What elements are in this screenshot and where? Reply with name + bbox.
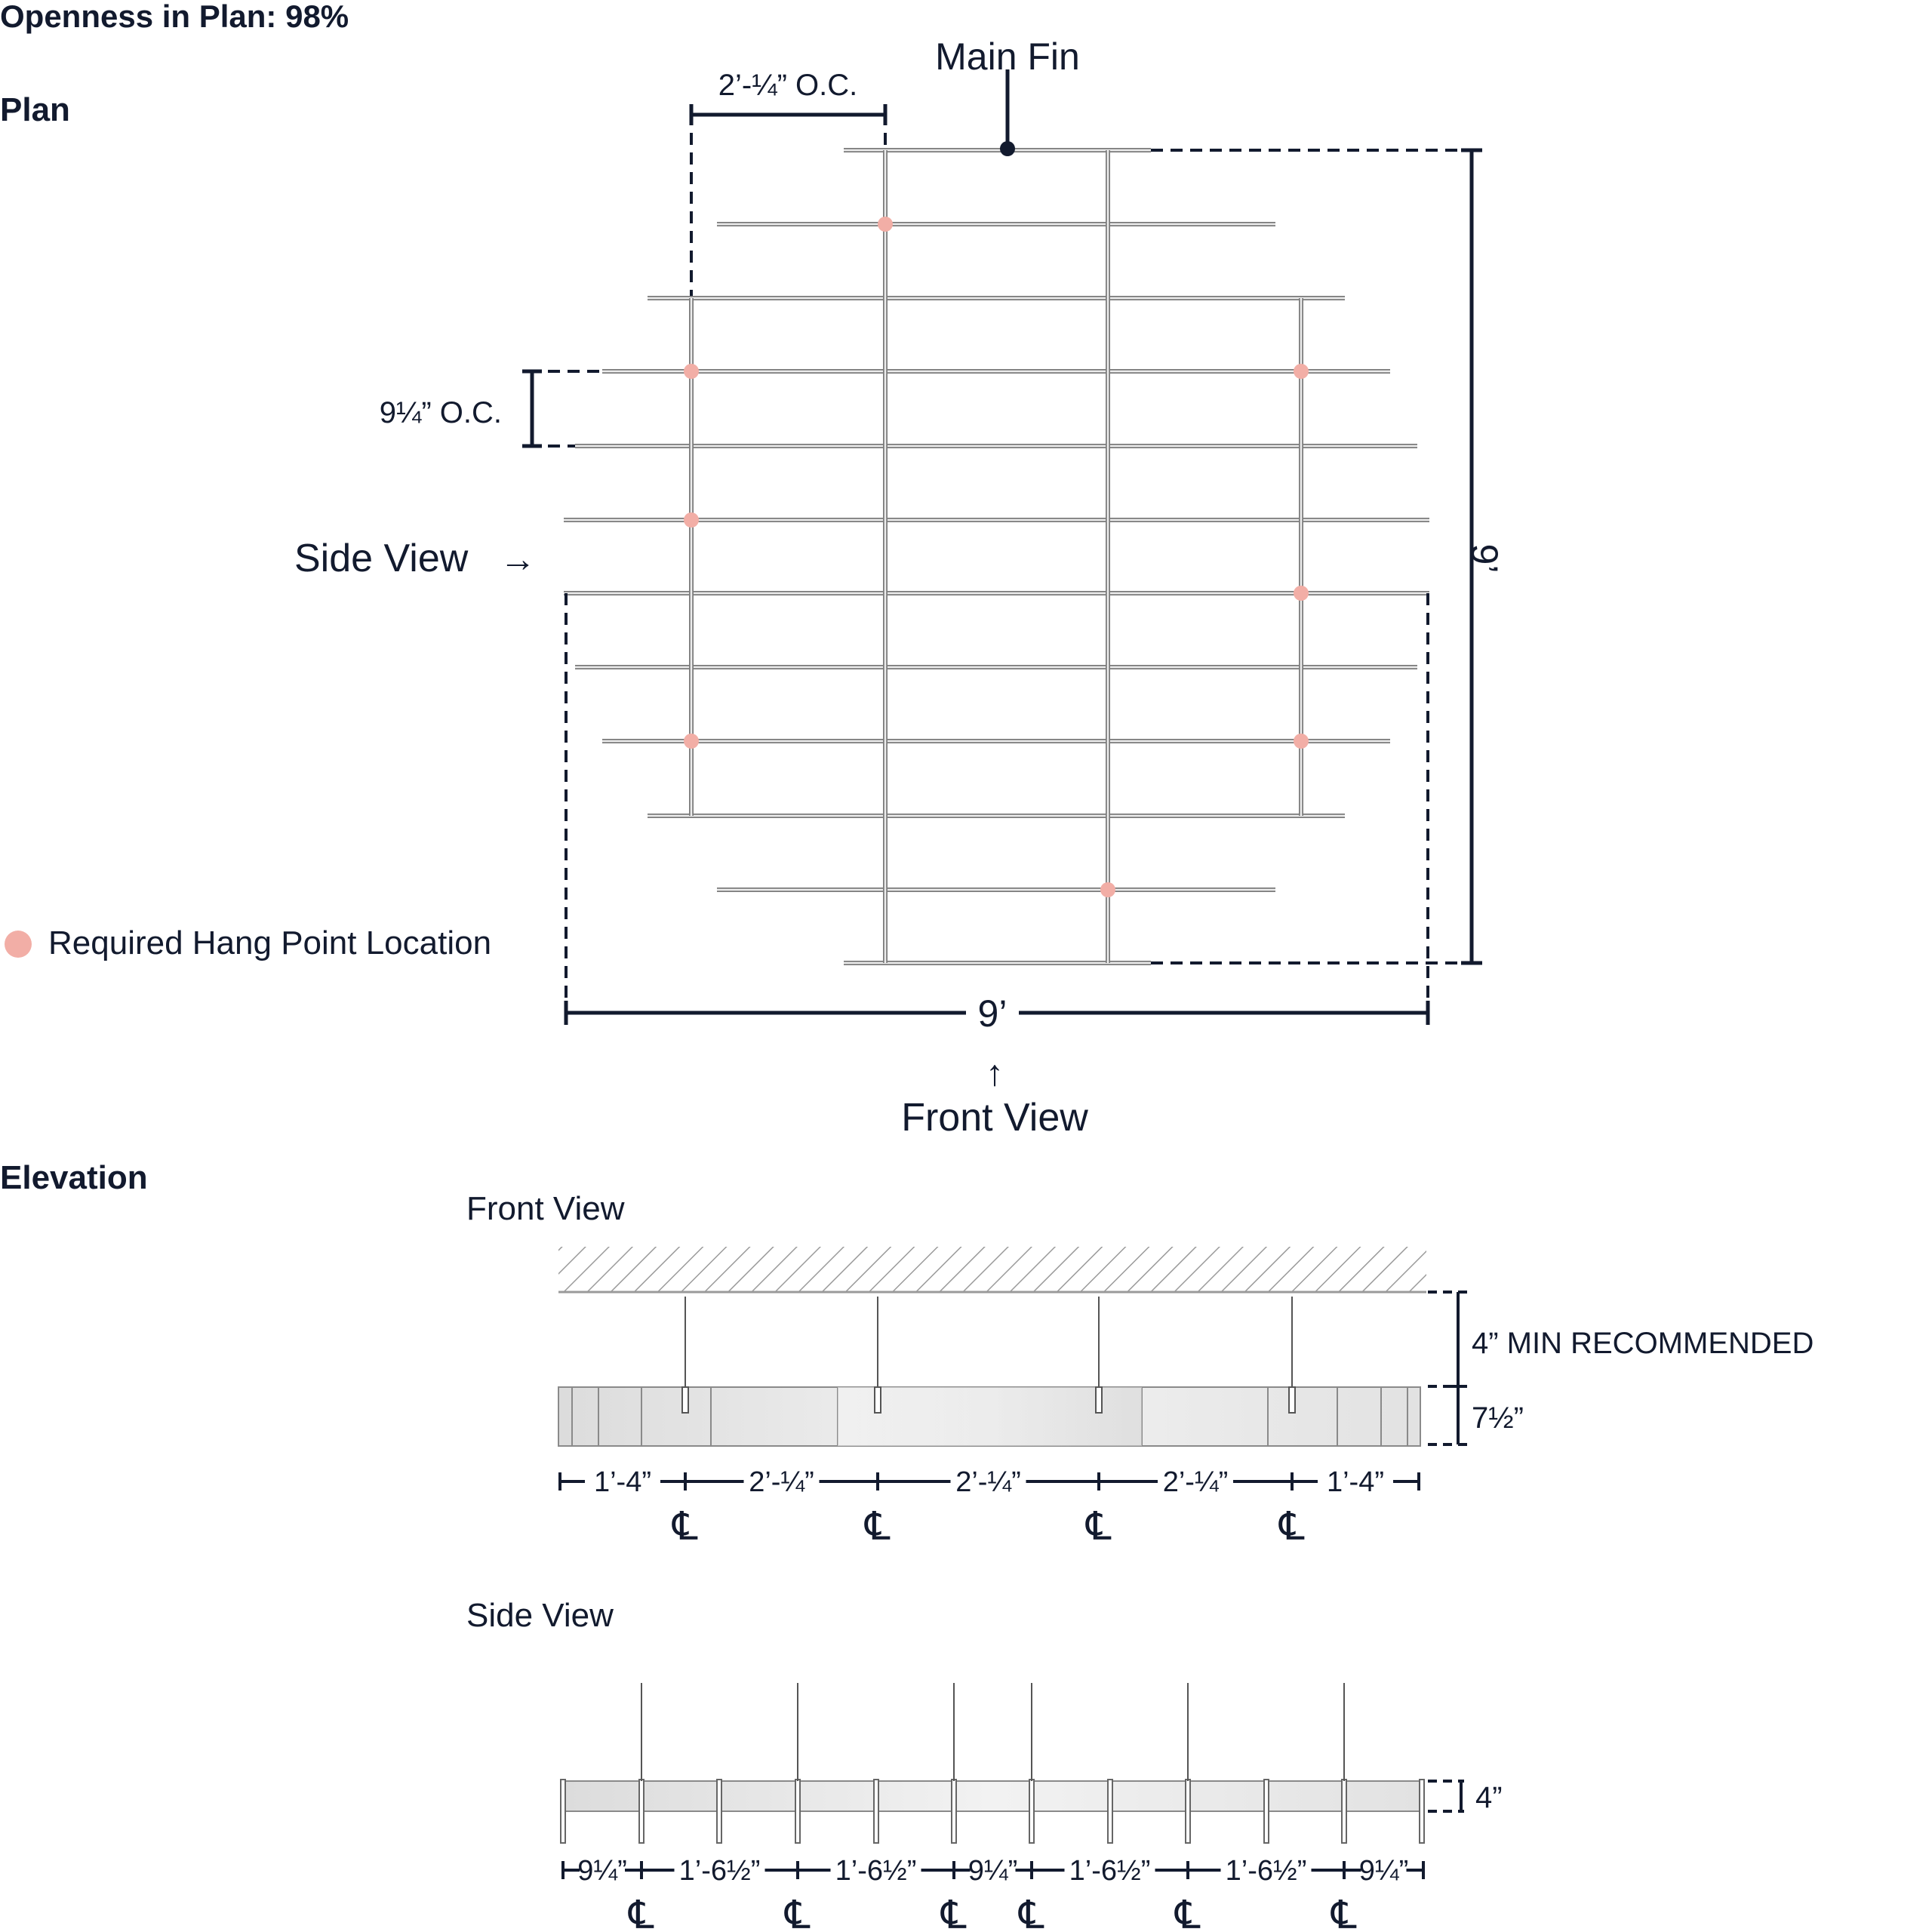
side-dim-label-1: 9¼” <box>577 1855 627 1887</box>
side-fin-5 <box>874 1780 878 1843</box>
openness-header: Openness in Plan: 98% <box>0 0 349 34</box>
front-dim-label-3: 2’-¼” <box>955 1466 1021 1498</box>
oc-spacing-left-label: 9¼” O.C. <box>379 396 502 429</box>
side-fin-1 <box>561 1780 565 1843</box>
side-bottom-dimensions <box>563 1855 1423 1932</box>
oc-spacing-top-label: 2’-¼” O.C. <box>718 69 858 102</box>
side-fin-9 <box>1186 1780 1190 1843</box>
hang-point-7 <box>1294 734 1309 749</box>
side-centerline-4: ℄ <box>1019 1894 1044 1932</box>
front-dim-label-2: 2’-¼” <box>749 1466 814 1498</box>
side-dim-label-3: 1’-6½” <box>835 1855 917 1887</box>
side-fin-12 <box>1420 1780 1424 1843</box>
hang-point-8 <box>1100 882 1115 897</box>
main-fin-label: Main Fin <box>935 35 1080 78</box>
legend-label: Required Hang Point Location <box>48 924 492 961</box>
side-elevation <box>466 1597 1503 1932</box>
hang-point-1 <box>878 217 893 232</box>
plan-dimension-lines <box>522 69 1482 1025</box>
side-right-dimension-lines <box>1428 1781 1464 1811</box>
front-cable-2 <box>875 1297 881 1413</box>
side-fin-2 <box>639 1780 644 1843</box>
plan-main-runners <box>691 150 1301 963</box>
front-centerline-2: ℄ <box>865 1505 891 1549</box>
side-dim-label-6: 1’-6½” <box>1225 1855 1307 1887</box>
side-dim-label-2: 1’-6½” <box>678 1855 761 1887</box>
front-right-dimension-lines <box>1428 1292 1467 1444</box>
hang-point-4 <box>684 512 699 528</box>
side-view-label: Side View <box>294 537 469 580</box>
clearance-label: 4” MIN RECOMMENDED <box>1472 1327 1814 1360</box>
side-fin-4 <box>795 1780 800 1843</box>
plan-width-dimension: 9’ <box>977 992 1008 1035</box>
side-view-arrow: → <box>500 540 536 580</box>
front-dim-label-5: 1’-4” <box>1326 1466 1385 1498</box>
front-bottom-dimensions <box>560 1466 1419 1549</box>
side-dim-label-5: 1’-6½” <box>1069 1855 1151 1887</box>
side-view-title: Side View <box>466 1597 614 1634</box>
hang-point-6 <box>684 734 699 749</box>
legend-hang-point-swatch <box>5 931 32 958</box>
side-fin-6 <box>952 1780 956 1843</box>
hang-point-2 <box>684 364 699 379</box>
side-centerline-1: ℄ <box>629 1894 654 1932</box>
side-centerline-2: ℄ <box>785 1894 811 1932</box>
front-dim-label-4: 2’-¼” <box>1162 1466 1229 1498</box>
hang-point-5 <box>1294 586 1309 601</box>
front-cable-3 <box>1096 1297 1102 1413</box>
plan-view <box>5 35 1506 1140</box>
front-dim-label-1: 1’-4” <box>593 1466 652 1498</box>
elevation-header: Elevation <box>0 1159 148 1196</box>
side-fin-3 <box>717 1780 721 1843</box>
front-view-title: Front View <box>466 1190 625 1227</box>
side-fin-11 <box>1342 1780 1346 1843</box>
side-fin-8 <box>1108 1780 1112 1843</box>
plan-depth-dimension: 9’ <box>1463 543 1506 574</box>
front-height-label: 7½” <box>1472 1401 1524 1435</box>
ceiling-hatch <box>558 1247 1426 1292</box>
front-cable-4 <box>1289 1297 1295 1413</box>
side-fin-10 <box>1264 1780 1269 1843</box>
side-centerline-5: ℄ <box>1175 1894 1201 1932</box>
side-centerline-6: ℄ <box>1331 1894 1357 1932</box>
front-centerline-3: ℄ <box>1086 1505 1112 1549</box>
plan-header: Plan <box>0 91 70 128</box>
hang-point-3 <box>1294 364 1309 379</box>
plan-dashed-extensions <box>528 113 1472 1013</box>
side-centerline-3: ℄ <box>941 1894 967 1932</box>
front-elevation <box>466 1190 1814 1549</box>
front-view-arrow: ↑ <box>986 1054 1004 1094</box>
main-fin-marker <box>1000 141 1015 156</box>
front-view-label: Front View <box>901 1096 1088 1140</box>
side-cables <box>641 1683 1344 1781</box>
side-fin-7 <box>1029 1780 1034 1843</box>
side-dim-label-4: 9¼” <box>968 1855 1018 1887</box>
front-centerline-4: ℄ <box>1279 1505 1305 1549</box>
front-cable-1 <box>682 1297 688 1413</box>
side-height-label: 4” <box>1475 1781 1503 1814</box>
side-dim-label-7: 9¼” <box>1358 1855 1409 1887</box>
hang-points <box>684 217 1309 897</box>
front-centerline-1: ℄ <box>672 1505 698 1549</box>
side-panels <box>561 1780 1424 1843</box>
side-panel-body <box>563 1781 1423 1811</box>
